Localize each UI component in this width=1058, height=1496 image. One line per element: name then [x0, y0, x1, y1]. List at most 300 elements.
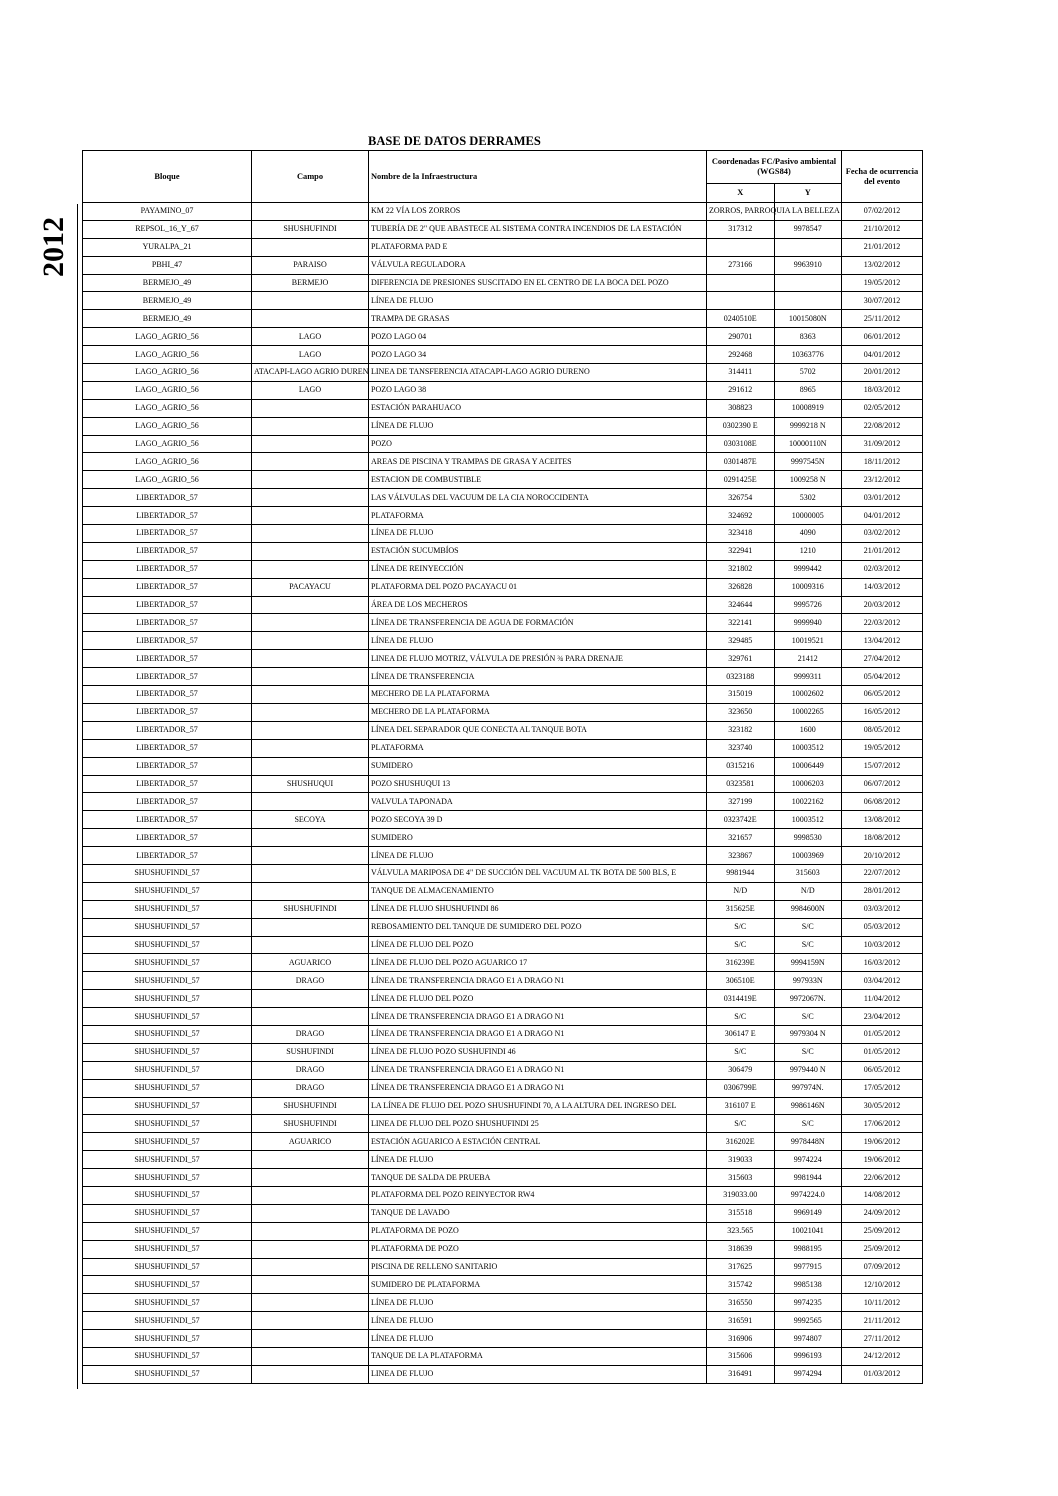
cell-campo: [252, 1240, 369, 1258]
cell-x: 323867: [707, 847, 775, 865]
cell-x: N/D: [707, 882, 775, 900]
cell-fecha: 20/10/2012: [842, 847, 923, 865]
cell-x: 329485: [707, 632, 775, 650]
cell-y: 4090: [774, 525, 842, 543]
cell-bloque: BERMEJO_49: [83, 292, 252, 310]
cell-bloque: LAGO_AGRIO_56: [83, 346, 252, 364]
table-row: [83, 721, 923, 739]
cell-y: S/C: [774, 1115, 842, 1133]
cell-bloque: LIBERTADOR_57: [83, 560, 252, 578]
cell-fecha: 03/03/2012: [842, 900, 923, 918]
table-row: [83, 381, 923, 399]
cell-fecha: 21/01/2012: [842, 542, 923, 560]
cell-infraestructura: LINEA DE TANSFERENCIA ATACAPI-LAGO AGRIO DURENO: [369, 364, 707, 382]
table-row: [83, 668, 923, 686]
cell-x: 315603: [707, 1169, 775, 1187]
table-row: [83, 650, 923, 668]
table-row: [83, 829, 923, 847]
cell-campo: SHUSHUQUI: [252, 775, 369, 793]
cell-y: 10002602: [774, 686, 842, 704]
table-row: [83, 757, 923, 775]
cell-bloque: LIBERTADOR_57: [83, 775, 252, 793]
cell-bloque: LIBERTADOR_57: [83, 721, 252, 739]
cell-campo: [252, 435, 369, 453]
cell-infraestructura: LINEA DE FLUJO DEL POZO SHUSHUFINDI 25: [369, 1115, 707, 1133]
cell-bloque: LIBERTADOR_57: [83, 668, 252, 686]
table-row: [83, 1258, 923, 1276]
cell-campo: LAGO: [252, 381, 369, 399]
cell-x: S/C: [707, 1043, 775, 1061]
cell-infraestructura: LÍNEA DE TRANSFERENCIA DRAGO E1 A DRAGO N1: [369, 1008, 707, 1026]
table-row: [83, 1330, 923, 1348]
cell-bloque: SHUSHUFINDI_57: [83, 918, 252, 936]
cell-fecha: 10/11/2012: [842, 1294, 923, 1312]
cell-campo: [252, 757, 369, 775]
cell-y: 1009258 N: [774, 471, 842, 489]
cell-x: 0314419E: [707, 990, 775, 1008]
cell-bloque: LIBERTADOR_57: [83, 739, 252, 757]
cell-x: 316550: [707, 1294, 775, 1312]
cell-fecha: 31/09/2012: [842, 435, 923, 453]
table-row: [83, 882, 923, 900]
table-row: [83, 1115, 923, 1133]
cell-infraestructura: POZO SHUSHUQUI 13: [369, 775, 707, 793]
cell-fecha: 06/01/2012: [842, 328, 923, 346]
table-row: [83, 775, 923, 793]
cell-y: 9963910: [774, 256, 842, 274]
cell-fecha: 19/05/2012: [842, 739, 923, 757]
cell-fecha: 20/03/2012: [842, 596, 923, 614]
cell-campo: [252, 203, 369, 221]
table-row: [83, 435, 923, 453]
table-row: [83, 1025, 923, 1043]
cell-infraestructura: VÁLVULA REGULADORA: [369, 256, 707, 274]
header-y: Y: [774, 184, 842, 203]
cell-campo: [252, 542, 369, 560]
cell-fecha: 18/08/2012: [842, 829, 923, 847]
cell-fecha: 13/02/2012: [842, 256, 923, 274]
cell-x: 315518: [707, 1204, 775, 1222]
cell-x: 0306799E: [707, 1079, 775, 1097]
cell-y: [774, 292, 842, 310]
cell-campo: [252, 1204, 369, 1222]
cell-campo: [252, 632, 369, 650]
cell-campo: [252, 399, 369, 417]
table-row: [83, 793, 923, 811]
cell-y: 997933N: [774, 972, 842, 990]
cell-x: 306479: [707, 1061, 775, 1079]
table-row: [83, 1169, 923, 1187]
cell-y: 9974235: [774, 1294, 842, 1312]
cell-campo: [252, 560, 369, 578]
cell-campo: [252, 1222, 369, 1240]
cell-y: 9996193: [774, 1348, 842, 1366]
cell-campo: [252, 1365, 369, 1383]
cell-campo: [252, 1008, 369, 1026]
cell-infraestructura: PLATAFORMA: [369, 507, 707, 525]
table-row: [83, 1133, 923, 1151]
cell-y: 9999442: [774, 560, 842, 578]
cell-bloque: YURALPA_21: [83, 238, 252, 256]
cell-x: 316906: [707, 1330, 775, 1348]
table-row: [83, 1348, 923, 1366]
cell-x: 317625: [707, 1258, 775, 1276]
cell-bloque: LIBERTADOR_57: [83, 811, 252, 829]
cell-bloque: SHUSHUFINDI_57: [83, 1240, 252, 1258]
cell-y: 5302: [774, 489, 842, 507]
cell-x: 323650: [707, 703, 775, 721]
page-title: BASE DE DATOS DERRAMES: [368, 134, 541, 148]
cell-fecha: 30/07/2012: [842, 292, 923, 310]
cell-infraestructura: TANQUE DE ALMACENAMIENTO: [369, 882, 707, 900]
cell-campo: [252, 1258, 369, 1276]
cell-campo: [252, 829, 369, 847]
cell-campo: [252, 990, 369, 1008]
cell-campo: [252, 668, 369, 686]
cell-infraestructura: ÁREA DE LOS MECHEROS: [369, 596, 707, 614]
cell-campo: LAGO: [252, 346, 369, 364]
cell-campo: [252, 882, 369, 900]
cell-bloque: SHUSHUFINDI_57: [83, 1151, 252, 1169]
cell-x: 329761: [707, 650, 775, 668]
cell-bloque: SHUSHUFINDI_57: [83, 864, 252, 882]
cell-fecha: 22/03/2012: [842, 614, 923, 632]
header-infraestructura: Nombre de la Infraestructura: [369, 151, 707, 203]
cell-campo: [252, 596, 369, 614]
cell-bloque: SHUSHUFINDI_57: [83, 1348, 252, 1366]
cell-y: [774, 238, 842, 256]
cell-bloque: SHUSHUFINDI_57: [83, 1008, 252, 1026]
cell-campo: [252, 1276, 369, 1294]
cell-y: 10003969: [774, 847, 842, 865]
cell-campo: ATACAPI-LAGO AGRIO DUREN: [252, 364, 369, 382]
cell-bloque: PAYAMINO_07: [83, 203, 252, 221]
table-row: [83, 364, 923, 382]
table-row: [83, 1079, 923, 1097]
cell-y: 10009316: [774, 578, 842, 596]
cell-infraestructura: AREAS DE PISCINA Y TRAMPAS DE GRASA Y ACEITES: [369, 453, 707, 471]
cell-y: S/C: [774, 936, 842, 954]
header-coordenadas: Coordenadas FC/Pasivo ambiental (WGS84): [707, 151, 842, 184]
table-row: [83, 328, 923, 346]
cell-bloque: LIBERTADOR_57: [83, 489, 252, 507]
cell-campo: [252, 310, 369, 328]
cell-fecha: 08/05/2012: [842, 721, 923, 739]
cell-x: 0301487E: [707, 453, 775, 471]
table-row: [83, 203, 923, 221]
cell-infraestructura: LÍNEA DE FLUJO DEL POZO AGUARICO 17: [369, 954, 707, 972]
cell-bloque: LAGO_AGRIO_56: [83, 364, 252, 382]
cell-bloque: PBHI_47: [83, 256, 252, 274]
cell-campo: [252, 739, 369, 757]
cell-y: 9979440 N: [774, 1061, 842, 1079]
table-row: [83, 489, 923, 507]
cell-x: 315625E: [707, 900, 775, 918]
cell-infraestructura: LÍNEA DE FLUJO: [369, 1151, 707, 1169]
cell-campo: [252, 489, 369, 507]
table-row: [83, 703, 923, 721]
cell-infraestructura: LÍNEA DE FLUJO DEL POZO: [369, 990, 707, 1008]
table-row: [83, 274, 923, 292]
cell-y: 10006449: [774, 757, 842, 775]
cell-y: N/D: [774, 882, 842, 900]
cell-fecha: 11/04/2012: [842, 990, 923, 1008]
cell-infraestructura: LINEA DE FLUJO: [369, 1365, 707, 1383]
cell-x: 0240510E: [707, 310, 775, 328]
cell-infraestructura: REBOSAMIENTO DEL TANQUE DE SUMIDERO DEL POZO: [369, 918, 707, 936]
cell-bloque: SHUSHUFINDI_57: [83, 954, 252, 972]
cell-campo: [252, 238, 369, 256]
cell-fecha: 21/10/2012: [842, 220, 923, 238]
table-row: [83, 256, 923, 274]
cell-infraestructura: PLATAFORMA PAD E: [369, 238, 707, 256]
cell-y: 10003512: [774, 739, 842, 757]
cell-bloque: LIBERTADOR_57: [83, 632, 252, 650]
cell-fecha: 17/05/2012: [842, 1079, 923, 1097]
cell-bloque: LAGO_AGRIO_56: [83, 328, 252, 346]
cell-fecha: 18/11/2012: [842, 453, 923, 471]
cell-x: S/C: [707, 1115, 775, 1133]
cell-bloque: LIBERTADOR_57: [83, 507, 252, 525]
cell-campo: SHUSHUFINDI: [252, 1097, 369, 1115]
cell-campo: [252, 721, 369, 739]
table-row: [83, 417, 923, 435]
cell-bloque: SHUSHUFINDI_57: [83, 882, 252, 900]
cell-fecha: 18/03/2012: [842, 381, 923, 399]
table-row: [83, 310, 923, 328]
cell-fecha: 19/05/2012: [842, 274, 923, 292]
cell-fecha: 25/09/2012: [842, 1222, 923, 1240]
cell-bloque: LIBERTADOR_57: [83, 793, 252, 811]
cell-x: 321802: [707, 560, 775, 578]
cell-x: 0303108E: [707, 435, 775, 453]
cell-campo: [252, 864, 369, 882]
table-row: [83, 1043, 923, 1061]
cell-x: S/C: [707, 936, 775, 954]
cell-fecha: 22/08/2012: [842, 417, 923, 435]
table-row: [83, 1204, 923, 1222]
table-row: [83, 542, 923, 560]
cell-fecha: 04/01/2012: [842, 507, 923, 525]
cell-fecha: 07/09/2012: [842, 1258, 923, 1276]
cell-y: 9999218 N: [774, 417, 842, 435]
cell-fecha: 23/12/2012: [842, 471, 923, 489]
cell-campo: BERMEJO: [252, 274, 369, 292]
cell-x: 273166: [707, 256, 775, 274]
cell-fecha: 24/09/2012: [842, 1204, 923, 1222]
cell-infraestructura: DIFERENCIA DE PRESIONES SUSCITADO EN EL CENTRO DE LA BOCA DEL POZO: [369, 274, 707, 292]
cell-fecha: 16/05/2012: [842, 703, 923, 721]
cell-bloque: SHUSHUFINDI_57: [83, 972, 252, 990]
cell-fecha: 21/11/2012: [842, 1312, 923, 1330]
cell-infraestructura: POZO LAGO 38: [369, 381, 707, 399]
cell-y: 10019521: [774, 632, 842, 650]
cell-x: 317312: [707, 220, 775, 238]
cell-infraestructura: LÍNEA DEL SEPARADOR QUE CONECTA AL TANQUE BOTA: [369, 721, 707, 739]
cell-infraestructura: ESTACIÓN AGUARICO A ESTACIÓN CENTRAL: [369, 1133, 707, 1151]
cell-fecha: 06/05/2012: [842, 1061, 923, 1079]
table-row: [83, 990, 923, 1008]
cell-infraestructura: LÍNEA DE TRANSFERENCIA DRAGO E1 A DRAGO N1: [369, 972, 707, 990]
cell-bloque: SHUSHUFINDI_57: [83, 1115, 252, 1133]
cell-y: 10008919: [774, 399, 842, 417]
cell-fecha: 25/09/2012: [842, 1240, 923, 1258]
cell-x: 0323188: [707, 668, 775, 686]
table-row: [83, 1008, 923, 1026]
cell-infraestructura: POZO LAGO 34: [369, 346, 707, 364]
cell-campo: [252, 1330, 369, 1348]
cell-x: 316239E: [707, 954, 775, 972]
table-row: [83, 399, 923, 417]
table-row: [83, 954, 923, 972]
cell-infraestructura: LÍNEA DE FLUJO: [369, 417, 707, 435]
cell-bloque: SHUSHUFINDI_57: [83, 936, 252, 954]
cell-campo: [252, 793, 369, 811]
cell-fecha: 01/03/2012: [842, 1365, 923, 1383]
cell-campo: [252, 1169, 369, 1187]
cell-infraestructura: LA LÍNEA DE FLUJO DEL POZO SHUSHUFINDI 70, A LA ALTURA DEL INGRESO DEL: [369, 1097, 707, 1115]
cell-x: [707, 292, 775, 310]
cell-y: 10015080N: [774, 310, 842, 328]
cell-x: 0302390 E: [707, 417, 775, 435]
cell-campo: [252, 686, 369, 704]
cell-infraestructura: PLATAFORMA: [369, 739, 707, 757]
cell-bloque: LAGO_AGRIO_56: [83, 471, 252, 489]
cell-fecha: 25/11/2012: [842, 310, 923, 328]
table-row: [83, 507, 923, 525]
cell-fecha: 13/04/2012: [842, 632, 923, 650]
cell-y: 8965: [774, 381, 842, 399]
cell-x: S/C: [707, 918, 775, 936]
cell-infraestructura: LAS VÁLVULAS DEL VACUUM DE LA CIA NOROCCIDENTA: [369, 489, 707, 507]
cell-infraestructura: SUMIDERO: [369, 757, 707, 775]
cell-infraestructura: LÍNEA DE FLUJO: [369, 1294, 707, 1312]
cell-bloque: SHUSHUFINDI_57: [83, 1330, 252, 1348]
cell-y: S/C: [774, 1008, 842, 1026]
cell-x: 319033.00: [707, 1186, 775, 1204]
cell-bloque: LIBERTADOR_57: [83, 703, 252, 721]
cell-fecha: 04/01/2012: [842, 346, 923, 364]
year-sidebar: [37, 204, 78, 1389]
cell-infraestructura: ESTACIÓN SUCUMBÍOS: [369, 542, 707, 560]
cell-y: 9981944: [774, 1169, 842, 1187]
cell-bloque: SHUSHUFINDI_57: [83, 1294, 252, 1312]
cell-campo: [252, 507, 369, 525]
cell-bloque: BERMEJO_49: [83, 274, 252, 292]
cell-y: 10003512: [774, 811, 842, 829]
cell-infraestructura: ESTACION DE COMBUSTIBLE: [369, 471, 707, 489]
cell-infraestructura: SUMIDERO: [369, 829, 707, 847]
cell-fecha: 21/01/2012: [842, 238, 923, 256]
cell-x: 324692: [707, 507, 775, 525]
cell-fecha: 14/03/2012: [842, 578, 923, 596]
table-row: [83, 1061, 923, 1079]
cell-fecha: 15/07/2012: [842, 757, 923, 775]
cell-bloque: SHUSHUFINDI_57: [83, 1043, 252, 1061]
cell-fecha: 27/11/2012: [842, 1330, 923, 1348]
cell-bloque: SHUSHUFINDI_57: [83, 1097, 252, 1115]
cell-campo: [252, 703, 369, 721]
cell-infraestructura: LÍNEA DE FLUJO: [369, 847, 707, 865]
cell-x: 323.565: [707, 1222, 775, 1240]
cell-y: 10022162: [774, 793, 842, 811]
cell-infraestructura: LÍNEA DE FLUJO: [369, 292, 707, 310]
cell-infraestructura: LÍNEA DE FLUJO: [369, 525, 707, 543]
cell-bloque: LAGO_AGRIO_56: [83, 435, 252, 453]
cell-infraestructura: PLATAFORMA DE POZO: [369, 1240, 707, 1258]
cell-campo: SHUSHUFINDI: [252, 220, 369, 238]
cell-bloque: LAGO_AGRIO_56: [83, 417, 252, 435]
cell-campo: [252, 614, 369, 632]
cell-campo: LAGO: [252, 328, 369, 346]
cell-campo: [252, 417, 369, 435]
cell-fecha: 17/06/2012: [842, 1115, 923, 1133]
table-row: [83, 864, 923, 882]
cell-x: 0291425E: [707, 471, 775, 489]
cell-fecha: 27/04/2012: [842, 650, 923, 668]
cell-bloque: LAGO_AGRIO_56: [83, 399, 252, 417]
cell-x: 314411: [707, 364, 775, 382]
table-row: [83, 739, 923, 757]
cell-campo: [252, 650, 369, 668]
cell-infraestructura: LÍNEA DE FLUJO POZO SUSHUFINDI 46: [369, 1043, 707, 1061]
header-fecha: Fecha de ocurrencia del evento: [842, 151, 923, 203]
table-row: [83, 811, 923, 829]
cell-y: 9999311: [774, 668, 842, 686]
cell-infraestructura: PLATAFORMA DEL POZO REINYECTOR RW4: [369, 1186, 707, 1204]
table-row: [83, 238, 923, 256]
cell-infraestructura: VÁLVULA MARIPOSA DE 4" DE SUCCIÓN DEL VACUUM AL TK BOTA DE 500 BLS, E: [369, 864, 707, 882]
cell-fecha: 30/05/2012: [842, 1097, 923, 1115]
table-row: [83, 578, 923, 596]
cell-bloque: LIBERTADOR_57: [83, 614, 252, 632]
cell-fecha: 03/04/2012: [842, 972, 923, 990]
cell-y: 9997545N: [774, 453, 842, 471]
cell-x: 324644: [707, 596, 775, 614]
cell-fecha: 02/03/2012: [842, 560, 923, 578]
cell-x: 327199: [707, 793, 775, 811]
cell-infraestructura: LÍNEA DE TRANSFERENCIA DE AGUA DE FORMACIÓN: [369, 614, 707, 632]
cell-y: 10000005: [774, 507, 842, 525]
cell-x: ZORROS, PARROQUIA LA BELLEZA: [707, 203, 775, 221]
cell-x: 322141: [707, 614, 775, 632]
cell-fecha: 03/01/2012: [842, 489, 923, 507]
cell-x: 323418: [707, 525, 775, 543]
table-row: [83, 453, 923, 471]
cell-y: 9995726: [774, 596, 842, 614]
cell-y: 9978547: [774, 220, 842, 238]
table-body: [83, 203, 923, 1384]
cell-x: 321657: [707, 829, 775, 847]
cell-bloque: LIBERTADOR_57: [83, 757, 252, 775]
cell-infraestructura: KM 22 VÍA LOS ZORROS: [369, 203, 707, 221]
cell-fecha: 20/01/2012: [842, 364, 923, 382]
table-row: [83, 1097, 923, 1115]
cell-fecha: 06/05/2012: [842, 686, 923, 704]
header-bloque: Bloque: [83, 151, 252, 203]
cell-bloque: LAGO_AGRIO_56: [83, 381, 252, 399]
cell-y: 10000110N: [774, 435, 842, 453]
cell-bloque: LIBERTADOR_57: [83, 596, 252, 614]
cell-fecha: 13/08/2012: [842, 811, 923, 829]
cell-infraestructura: POZO LAGO 04: [369, 328, 707, 346]
cell-fecha: 16/03/2012: [842, 954, 923, 972]
cell-bloque: SHUSHUFINDI_57: [83, 1365, 252, 1383]
cell-infraestructura: LÍNEA DE FLUJO: [369, 632, 707, 650]
cell-x: 9981944: [707, 864, 775, 882]
cell-y: 9977915: [774, 1258, 842, 1276]
cell-y: 9979304 N: [774, 1025, 842, 1043]
